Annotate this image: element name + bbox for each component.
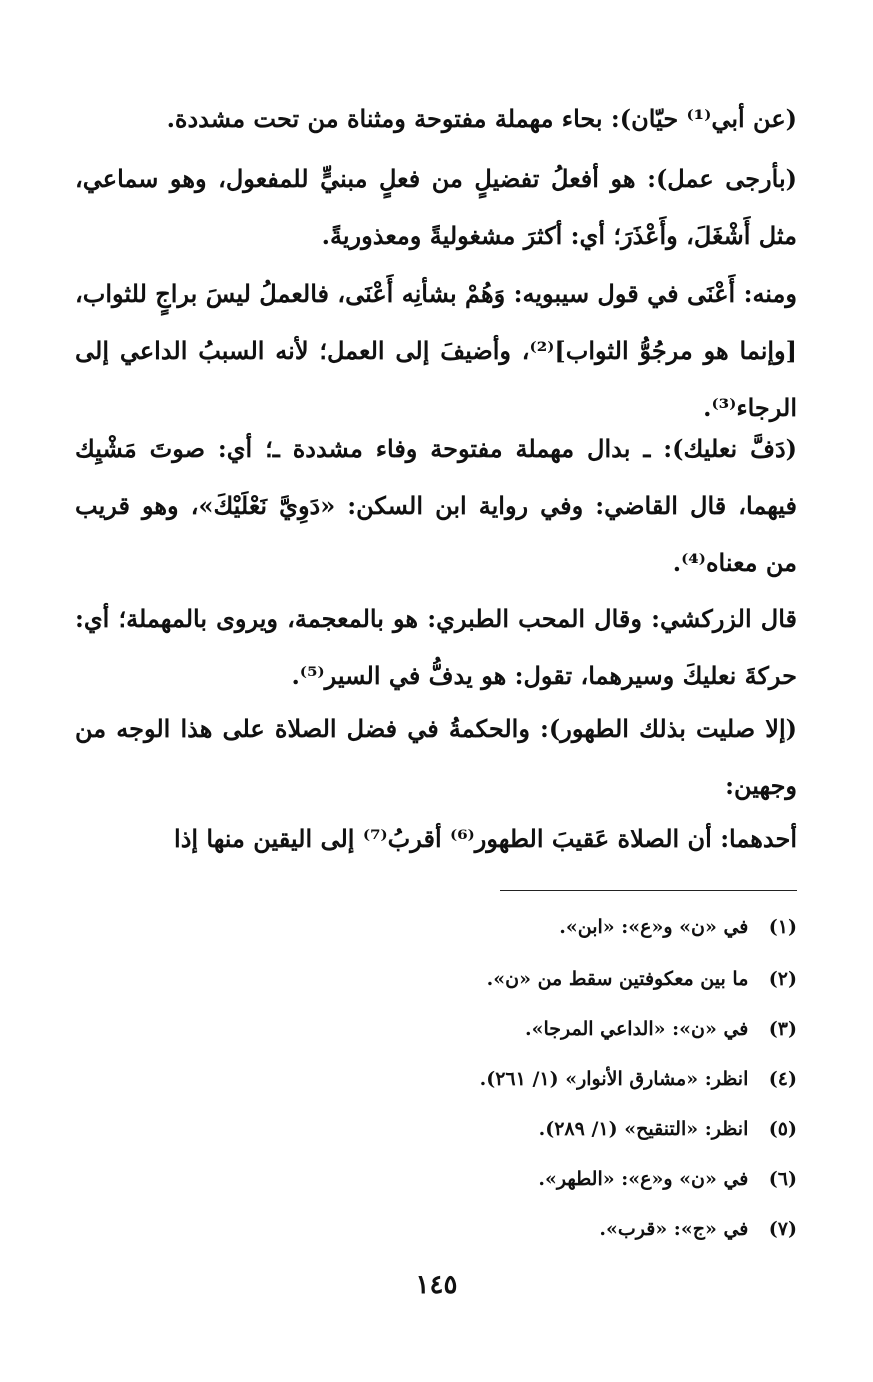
footnote-divider [500,890,797,891]
paragraph-1: (عن أبي⁽¹⁾ حيّان): بحاء مهملة مفتوحة ومثناة من تحت مشددة. [166,104,797,133]
footnote-number: (٧) [768,1218,797,1240]
footnote-number: (٦) [768,1168,797,1190]
footnote-6 [75,1164,797,1194]
footnote-1 [75,912,797,942]
footnote-number: (٢) [768,968,797,990]
paragraph-3: ومنه: أَعْنَى في قول سيبويه: وَهُمْ بشأنِه أَعْنَى، فالعملُ ليسَ براجٍ للثواب، [وإنما هو مرجُوُّ الثواب]⁽²⁾، وأضيفَ إلى العمل؛ لأنه السببُ الداعي إلى الرجاء⁽³⁾. [75,279,797,422]
footnote-2 [75,964,797,994]
footnote-text: في «ن» و«ع»: «ابن». [559,916,749,938]
footnote-text: انظر: «مشارق الأنوار» (١/ ٢٦١). [479,1068,749,1090]
page-number: ١٤٥ [415,1270,458,1300]
footnote-text: انظر: «التنقيح» (١/ ٢٨٩). [538,1118,749,1140]
footnote-text: في «ج»: «قرب». [599,1218,749,1240]
footnote-5 [75,1114,797,1144]
footnote-number: (٤) [768,1068,797,1090]
footnote-3 [75,1014,797,1044]
footnote-text: في «ن»: «الداعي المرجا». [524,1018,749,1040]
paragraph-4: (دَفَّ نعليك): ـ بدال مهملة مفتوحة وفاء مشددة ـ؛ أي: صوتَ مَشْيِك فيهما، قال القاضي: وفي رواية ابن السكن: «دَوِيَّ نَعْلَيْكَ»، وهو قريب من معناه⁽⁴⁾. [75,434,797,577]
footnote-4 [75,1064,797,1094]
footnote-7 [75,1214,797,1244]
paragraph-5: قال الزركشي: وقال المحب الطبري: هو بالمعجمة، ويروى بالمهملة؛ أي: حركةَ نعليكَ وسيرهما، تقول: هو يدفُّ في السير⁽⁵⁾. [75,604,797,690]
paragraph-6: (إلا صليت بذلك الطهور): والحكمةُ في فضل الصلاة على هذا الوجه من وجهين: [75,714,797,800]
footnote-text: في «ن» و«ع»: «الطهر». [538,1168,749,1190]
paragraph-7: أحدهما: أن الصلاة عَقيبَ الطهور⁽⁶⁾ أقربُ⁽⁷⁾ إلى اليقين منها إذا [174,824,797,853]
footnote-number: (١) [768,916,797,938]
footnote-text: ما بين معكوفتين سقط من «ن». [486,968,749,990]
footnote-number: (٥) [768,1118,797,1140]
paragraph-2: (بأرجى عمل): هو أفعلُ تفضيلٍ من فعلٍ مبنيٍّ للمفعول، وهو سماعي، مثل أَشْغَلَ، وأَعْذَرَ؛ أي: أكثرَ مشغوليةً ومعذوريةً. [75,164,797,250]
footnote-number: (٣) [768,1018,797,1040]
